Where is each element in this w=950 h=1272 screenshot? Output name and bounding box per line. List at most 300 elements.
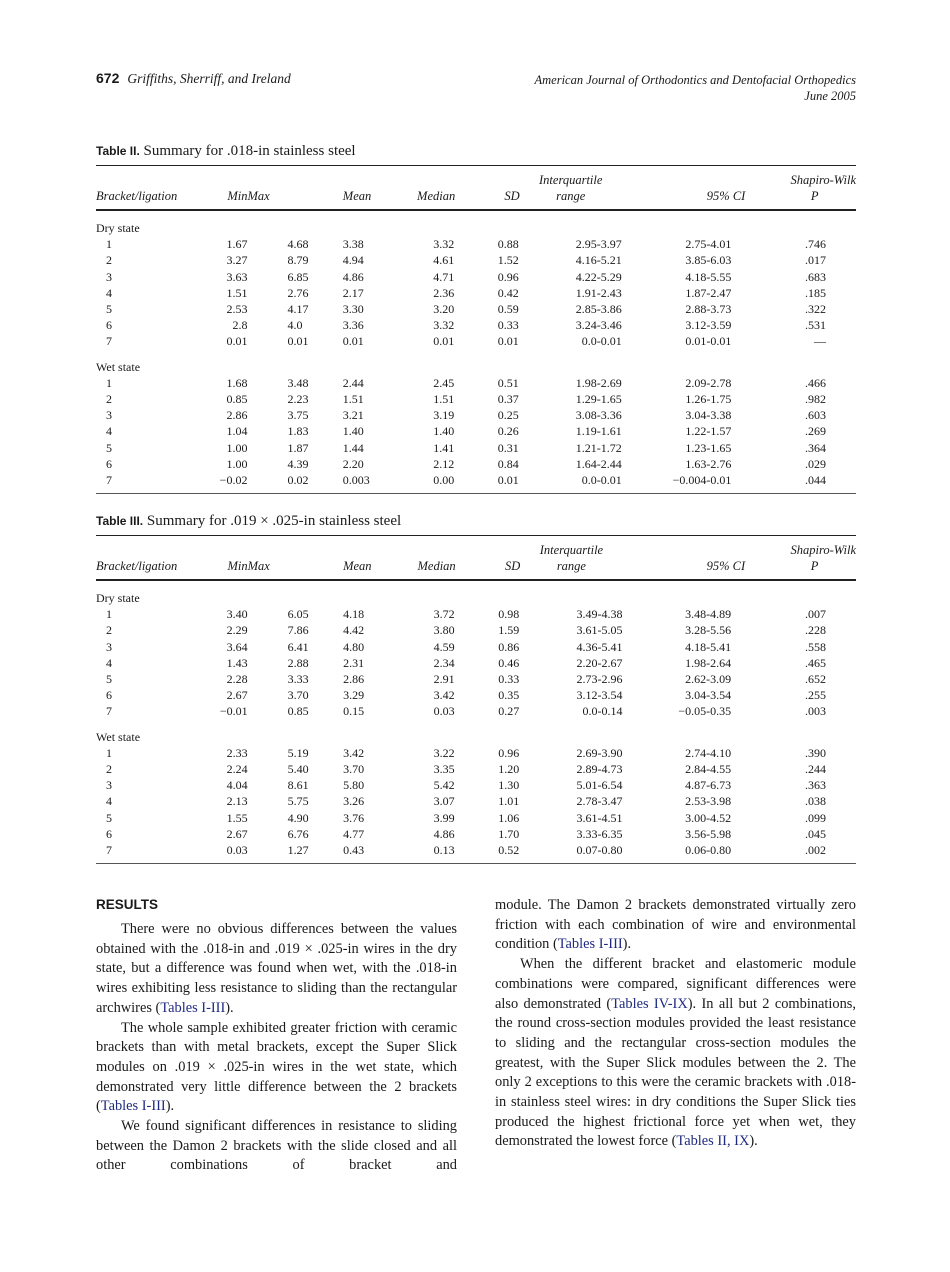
cell-bracket-id: 4 (106, 285, 112, 300)
cell-mean: 2.17 (342, 285, 364, 300)
cell-mean: 1.40 (342, 424, 364, 439)
cell-sd: 1.52 (497, 253, 519, 268)
cell-ci: 1.22-1.57 (685, 424, 732, 439)
table-row (96, 777, 856, 793)
cell-median: 2.45 (433, 375, 455, 390)
cell-bracket-id: 7 (106, 704, 112, 719)
cell-ci: 3.85-6.03 (685, 253, 732, 268)
cell-bracket-id: 4 (106, 655, 112, 670)
cell-iqr: 1.91-2.43 (575, 285, 622, 300)
cell-median: 3.32 (433, 318, 455, 333)
table-row (96, 423, 856, 439)
cell-bracket-id: 5 (106, 810, 112, 825)
paragraph-text: ). (622, 936, 632, 953)
table-row (96, 703, 856, 719)
paragraph-text: module. The Damon 2 brackets demonstrated virtually zero friction with each combination of wire and environmental condition ( (495, 897, 856, 953)
cell-iqr: 4.36-5.41 (576, 639, 623, 654)
cell-median: 3.80 (433, 623, 455, 638)
cell-max: 1.27 (248, 842, 343, 864)
cell-median: 2.91 (433, 672, 455, 687)
cell-min: 2.13 (226, 794, 248, 809)
cell-max: 1.87 (287, 440, 309, 455)
cell-sd: 0.37 (497, 392, 519, 407)
cell-p: .603 (805, 408, 826, 423)
cell-p: .185 (805, 285, 826, 300)
cell-median: 3.42 (433, 688, 455, 703)
results-right-paragraphs (495, 896, 856, 1152)
cell-ci: 4.87-6.73 (685, 778, 732, 793)
table-iii-label: Table III (96, 514, 140, 528)
cell-ci: 1.63-2.76 (685, 456, 732, 471)
cell-ci: 3.00-4.52 (685, 810, 732, 825)
cell-sd: 0.86 (498, 639, 520, 654)
cell-max: 4.90 (287, 810, 309, 825)
cell-iqr: 5.01-6.54 (576, 778, 623, 793)
cell-bracket-id: 1 (106, 237, 112, 252)
p-line1: Shapiro-Wilk (790, 173, 856, 187)
paragraph-text: ). In all but 2 combinations, the round cross-section modules provided the least resistance to sliding and the rectangular cross-section modules the greatest, with the Super Slick modules between the 2. The only 2 exceptions to this were the ceramic brackets with .018-in stainless steel wires: in dry conditions the Super Slick ties produced the highest frictional force yet when wet, they demonstrated the lowest force ( (495, 995, 856, 1150)
cell-min: 0.03 (201, 842, 248, 864)
cell-ci: 3.04-3.38 (685, 408, 732, 423)
col-header-sd: SD (455, 166, 519, 211)
col-header-sd: SD (456, 536, 521, 581)
iqr-line1: Interquartile (539, 543, 604, 557)
cell-iqr: 2.69-3.90 (576, 745, 623, 760)
cell-ci: −0.05-0.35 (678, 704, 732, 719)
paragraph-text: We found significant differences in resistance to sliding between the Damon 2 brackets with the slide closed and all other combinations of bracket and (96, 1118, 457, 1174)
cell-bracket-id: 7 (96, 472, 201, 494)
cell-bracket-id: 3 (106, 778, 112, 793)
cell-bracket-id: 2 (106, 762, 112, 777)
cell-p: .003 (805, 704, 826, 719)
cell-median: 3.22 (433, 745, 455, 760)
table-reference-link[interactable]: Tables IV-IX (611, 995, 688, 1012)
cell-ci: 2.62-3.09 (685, 672, 732, 687)
cell-median: 1.41 (433, 440, 455, 455)
cell-p: .244 (805, 762, 826, 777)
table-iii-grid (96, 535, 856, 864)
cell-iqr: 1.29-1.65 (575, 392, 622, 407)
table-row (96, 842, 856, 864)
cell-ci: 3.04-3.54 (685, 688, 732, 703)
cell-median: 0.01 (433, 334, 455, 349)
cell-p: .465 (805, 655, 826, 670)
cell-bracket-id: 4 (106, 424, 112, 439)
cell-bracket-id: 6 (106, 826, 112, 841)
cell-mean: 3.42 (343, 745, 365, 760)
caption-separator: . (136, 144, 140, 158)
cell-ci: 1.98-2.64 (685, 655, 732, 670)
cell-median: 0.13 (398, 842, 456, 864)
cell-iqr: 3.12-3.54 (576, 688, 623, 703)
cell-min: 2.67 (226, 826, 248, 841)
table-iii-title: Summary for .019 × .025-in stainless steel (146, 513, 402, 529)
cell-p: .363 (805, 778, 826, 793)
cell-p: .007 (805, 607, 826, 622)
cell-p: .017 (805, 253, 826, 268)
cell-bracket-id: 2 (106, 392, 112, 407)
cell-min: 1.67 (226, 237, 248, 252)
cell-p: .746 (805, 237, 826, 252)
group-label: Wet state (96, 729, 141, 744)
cell-mean: 4.77 (343, 826, 365, 841)
cell-sd: 0.88 (497, 237, 519, 252)
cell-ci: 3.56-5.98 (685, 826, 732, 841)
cell-sd: 0.26 (497, 424, 519, 439)
cell-mean: 3.30 (342, 302, 364, 317)
col-header-max: Max (247, 166, 342, 211)
cell-median: 3.19 (433, 408, 455, 423)
results-column-left (96, 896, 457, 1176)
cell-iqr: 3.08-3.36 (575, 408, 622, 423)
cell-min: 2.67 (226, 688, 248, 703)
cell-iqr: 1.64-2.44 (575, 456, 622, 471)
cell-bracket-id: 3 (106, 269, 112, 284)
cell-max: 8.79 (287, 253, 309, 268)
results-heading: RESULTS (96, 897, 159, 912)
journal-title: American Journal of Orthodontics and Dentofacial Orthopedics (534, 73, 856, 87)
col-header-mean: Mean (343, 166, 398, 211)
cell-p: .255 (805, 688, 826, 703)
cell-sd: 0.27 (498, 704, 520, 719)
cell-sd: 0.96 (497, 269, 519, 284)
table-row (96, 317, 856, 333)
cell-sd: 0.59 (497, 302, 519, 317)
cell-median: 4.71 (433, 269, 455, 284)
cell-bracket-id: 5 (106, 672, 112, 687)
cell-mean: 4.94 (342, 253, 364, 268)
cell-median: 4.59 (433, 639, 455, 654)
table-ii-title: Summary for .018-in stainless steel (143, 143, 356, 159)
cell-median: 3.32 (433, 237, 455, 252)
cell-sd: 0.01 (455, 472, 519, 494)
results-paragraph (495, 955, 856, 1152)
cell-iqr: 4.22-5.29 (575, 269, 622, 284)
iqr-line2: range (556, 559, 586, 573)
cell-median: 1.40 (433, 424, 455, 439)
cell-median: 4.61 (433, 253, 455, 268)
cell-mean: 2.31 (343, 655, 365, 670)
cell-min: 3.64 (226, 639, 248, 654)
cell-mean: 3.29 (343, 688, 365, 703)
cell-p: .045 (805, 826, 826, 841)
iqr-line2: range (556, 189, 586, 203)
table-ii-body (96, 210, 856, 494)
cell-mean: 3.26 (343, 794, 365, 809)
results-column-right (495, 896, 856, 1152)
cell-p: .044 (745, 472, 856, 494)
cell-sd: 1.06 (498, 810, 520, 825)
cell-iqr: 0.0-0.14 (582, 704, 623, 719)
cell-mean: 0.01 (342, 334, 364, 349)
cell-median: 4.86 (433, 826, 455, 841)
cell-mean: 2.44 (342, 375, 364, 390)
cell-sd: 0.96 (498, 745, 520, 760)
cell-p: .322 (805, 302, 826, 317)
cell-iqr: 3.33-6.35 (576, 826, 623, 841)
table-row (96, 301, 856, 317)
cell-median: 3.72 (433, 607, 455, 622)
col-header-bracket: Bracket/ligation (96, 166, 201, 211)
cell-ci: 2.53-3.98 (685, 794, 732, 809)
cell-ci: 3.48-4.89 (685, 607, 732, 622)
col-header-bracket: Bracket/ligation (96, 536, 201, 581)
cell-sd: 0.25 (497, 408, 519, 423)
cell-p: .269 (805, 424, 826, 439)
cell-p: .038 (805, 794, 826, 809)
table-row (96, 375, 856, 391)
cell-min: 1.04 (226, 424, 248, 439)
cell-mean: 1.51 (342, 392, 364, 407)
col-header-ci: 95% CI (622, 166, 746, 211)
cell-ci: 2.84-4.55 (685, 762, 732, 777)
cell-median: 5.42 (433, 778, 455, 793)
cell-median: 3.35 (433, 762, 455, 777)
cell-max: 3.70 (287, 688, 309, 703)
cell-max: 1.83 (287, 424, 309, 439)
cell-min: 1.00 (226, 456, 248, 471)
cell-bracket-id: 2 (106, 623, 112, 638)
table-row (96, 826, 856, 842)
group-row (96, 210, 856, 236)
cell-max: 4.68 (287, 237, 309, 252)
cell-iqr: 3.24-3.46 (575, 318, 622, 333)
cell-max: 6.85 (287, 269, 309, 284)
cell-iqr: 2.95-3.97 (575, 237, 622, 252)
col-header-median: Median (398, 166, 456, 211)
cell-max: 0.02 (247, 472, 342, 494)
page-number: 672 (96, 70, 120, 86)
cell-ci: 1.87-2.47 (685, 285, 732, 300)
iqr-line1: Interquartile (539, 173, 603, 187)
cell-bracket-id: 3 (106, 408, 112, 423)
cell-max: 2.23 (287, 392, 309, 407)
table-row (96, 269, 856, 285)
table-reference-link[interactable]: Tables I-III (100, 1098, 166, 1115)
col-header-max: Max (248, 536, 343, 581)
cell-median: 1.51 (433, 392, 455, 407)
p-line1: Shapiro-Wilk (790, 543, 856, 557)
cell-max: 3.33 (287, 672, 309, 687)
cell-mean: 4.86 (342, 269, 364, 284)
cell-sd: 0.33 (498, 672, 520, 687)
cell-sd: 1.01 (498, 794, 520, 809)
paragraph-text: When the different bracket and elastomeric module combinations were compared, significant differences were also demonstrated ( (495, 956, 856, 1012)
paragraph-text: There were no obvious differences between the values obtained with the .018-in and .019 × .025-in wires in the dry state, but a difference was found when wet, with the .018-in wires exhibiting less resistance to sliding than the rectangular archwires ( (96, 921, 457, 1016)
cell-mean: 3.38 (342, 237, 364, 252)
cell-iqr: 0.07-0.80 (520, 842, 622, 864)
col-header-iqr (520, 536, 622, 581)
running-header (96, 70, 856, 110)
cell-p: .002 (745, 842, 856, 864)
table-row (96, 687, 856, 703)
cell-min: 3.40 (226, 607, 248, 622)
cell-ci: 2.74-4.10 (685, 745, 732, 760)
cell-min: 2.86 (226, 408, 248, 423)
cell-mean: 0.15 (343, 704, 365, 719)
cell-max: 5.40 (287, 762, 309, 777)
cell-median: 0.03 (433, 704, 455, 719)
cell-sd: 1.30 (498, 778, 520, 793)
table-row (96, 252, 856, 268)
col-header-p (745, 536, 856, 581)
cell-max: 4.17 (287, 302, 309, 317)
cell-max: 4.0 (287, 318, 303, 333)
cell-iqr: 2.73-2.96 (576, 672, 623, 687)
cell-ci: 2.75-4.01 (685, 237, 732, 252)
cell-max: 4.39 (287, 456, 309, 471)
cell-mean: 1.44 (342, 440, 364, 455)
cell-min: 1.68 (226, 375, 248, 390)
cell-bracket-id: 1 (106, 607, 112, 622)
cell-iqr: 1.19-1.61 (575, 424, 622, 439)
results-paragraph-continued (495, 896, 856, 955)
cell-iqr: 0.0-0.01 (520, 472, 622, 494)
table-reference-link[interactable]: Tables I-III (160, 999, 226, 1016)
table-row (96, 655, 856, 671)
cell-min: 0.85 (226, 392, 248, 407)
cell-sd: 0.31 (497, 440, 519, 455)
cell-mean: 2.20 (342, 456, 364, 471)
cell-mean: 4.42 (343, 623, 365, 638)
group-row (96, 580, 856, 606)
cell-p: .652 (805, 672, 826, 687)
cell-median: 3.99 (433, 810, 455, 825)
cell-sd: 1.20 (498, 762, 520, 777)
cell-p: .029 (805, 456, 826, 471)
paragraph-text: ). (225, 999, 234, 1016)
cell-mean: 0.003 (343, 472, 398, 494)
cell-bracket-id: 7 (106, 334, 112, 349)
results-paragraph (96, 920, 457, 1019)
cell-median: 3.20 (433, 302, 455, 317)
cell-iqr: 3.49-4.38 (576, 607, 623, 622)
cell-sd: 0.51 (497, 375, 519, 390)
cell-sd: 1.59 (498, 623, 520, 638)
paragraph-text: ). (165, 1098, 175, 1115)
cell-max: 7.86 (287, 623, 309, 638)
cell-bracket-id: 3 (106, 639, 112, 654)
cell-max: 0.85 (287, 704, 309, 719)
cell-sd: 0.01 (497, 334, 519, 349)
cell-median: 0.00 (398, 472, 456, 494)
cell-max: 8.61 (287, 778, 309, 793)
col-header-iqr (520, 166, 622, 211)
cell-iqr: 3.61-4.51 (576, 810, 623, 825)
cell-ci: 0.06-0.80 (623, 842, 746, 864)
table-row (96, 391, 856, 407)
cell-min: 3.63 (226, 269, 248, 284)
cell-median: 2.34 (433, 655, 455, 670)
table-reference-link[interactable]: Tables I-III (557, 936, 623, 953)
cell-mean: 5.80 (343, 778, 365, 793)
cell-bracket-id: 5 (106, 440, 112, 455)
col-header-ci: 95% CI (623, 536, 746, 581)
results-left-paragraphs (96, 920, 457, 1176)
cell-ci: 0.01-0.01 (685, 334, 732, 349)
cell-sd: 0.42 (497, 285, 519, 300)
cell-sd: 0.35 (498, 688, 520, 703)
cell-min: 1.51 (226, 285, 248, 300)
cell-bracket-id: 7 (96, 842, 201, 864)
group-row (96, 350, 856, 375)
table-header-row (96, 166, 856, 211)
table-row (96, 745, 856, 761)
cell-p: .531 (805, 318, 826, 333)
cell-max: 2.76 (287, 285, 309, 300)
table-row (96, 606, 856, 622)
table-row (96, 407, 856, 423)
table-ii-grid (96, 165, 856, 494)
table-row (96, 236, 856, 252)
cell-iqr: 4.16-5.21 (575, 253, 622, 268)
table-row (96, 333, 856, 349)
cell-bracket-id: 6 (106, 318, 112, 333)
cell-min: 1.00 (226, 440, 248, 455)
table-row (96, 793, 856, 809)
table-row (96, 671, 856, 687)
table-row (96, 472, 856, 494)
table-ii (96, 143, 856, 494)
cell-ci: 3.12-3.59 (685, 318, 732, 333)
results-paragraph (96, 1117, 457, 1176)
cell-bracket-id: 6 (106, 688, 112, 703)
col-header-p (745, 166, 856, 211)
cell-iqr: 3.61-5.05 (576, 623, 623, 638)
cell-p: .228 (805, 623, 826, 638)
group-label: Dry state (96, 221, 140, 235)
cell-iqr: 0.0-0.01 (581, 334, 622, 349)
cell-min: 2.33 (226, 745, 248, 760)
cell-sd: 0.33 (497, 318, 519, 333)
cell-min: 2.53 (226, 302, 248, 317)
cell-mean: 3.70 (343, 762, 365, 777)
cell-iqr: 2.85-3.86 (575, 302, 622, 317)
table-iii-body (96, 580, 856, 864)
cell-max: 3.75 (287, 408, 309, 423)
p-line2: P (810, 189, 819, 203)
caption-separator: . (139, 514, 144, 528)
cell-min: 1.43 (226, 655, 248, 670)
cell-bracket-id: 6 (106, 456, 112, 471)
cell-bracket-id: 5 (106, 302, 112, 317)
results-paragraph (96, 1019, 457, 1118)
cell-max: 6.76 (287, 826, 309, 841)
table-row (96, 622, 856, 638)
cell-sd: 0.98 (498, 607, 520, 622)
cell-mean: 4.80 (343, 639, 365, 654)
p-line2: P (810, 559, 819, 573)
cell-max: 0.01 (287, 334, 309, 349)
table-ii-label: Table II (96, 144, 137, 158)
table-reference-link[interactable]: Tables II, IX (676, 1133, 750, 1150)
cell-max: 6.05 (287, 607, 309, 622)
cell-min: 1.55 (226, 810, 248, 825)
paragraph-text: ). (749, 1133, 758, 1150)
cell-iqr: 1.21-1.72 (575, 440, 622, 455)
cell-ci: 4.18-5.55 (685, 269, 732, 284)
cell-min: 0.01 (226, 334, 248, 349)
cell-min: −0.01 (219, 704, 248, 719)
cell-max: 2.88 (287, 655, 309, 670)
cell-min: 3.27 (226, 253, 248, 268)
authors: Griffiths, Sherriff, and Ireland (127, 71, 291, 86)
group-label: Dry state (96, 591, 140, 605)
cell-max: 6.41 (287, 639, 309, 654)
cell-p: — (814, 334, 826, 349)
table-row (96, 440, 856, 456)
cell-bracket-id: 1 (106, 745, 112, 760)
